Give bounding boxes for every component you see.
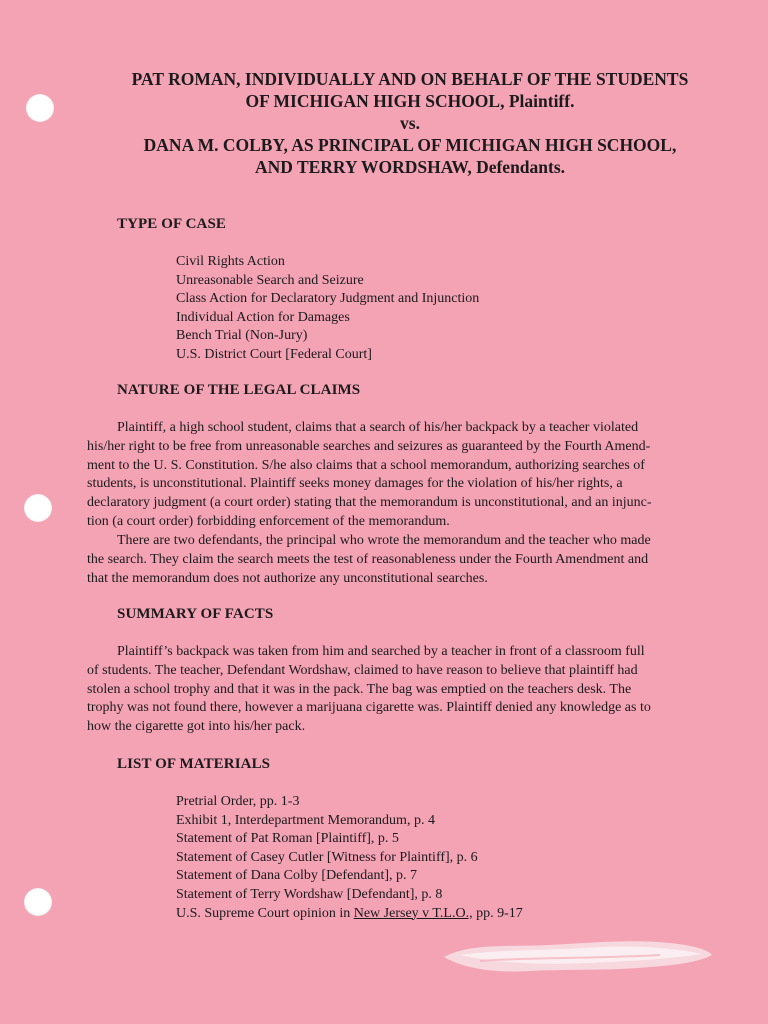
text-line: the search. They claim the search meets the test of reasonableness under the Fourth Amendment and bbox=[87, 551, 649, 567]
text-line: declaratory judgment (a court order) stating that the memorandum is unconstitutional, and an injunc- bbox=[87, 495, 652, 511]
text-line: There are two defendants, the principal who wrote the memorandum and the teacher who made bbox=[117, 533, 651, 548]
summary-heading: SUMMARY OF FACTS bbox=[117, 606, 274, 622]
type-of-case-list bbox=[176, 253, 479, 365]
case-caption bbox=[100, 68, 720, 178]
caption-line-5: AND TERRY WORDSHAW, Defendants. bbox=[254, 157, 566, 177]
list-item: Statement of Terry Wordshaw [Defendant], p. 8 bbox=[176, 886, 443, 902]
summary-paragraph bbox=[87, 643, 707, 737]
type-of-case-heading: TYPE OF CASE bbox=[117, 216, 226, 232]
list-item: Pretrial Order, pp. 1-3 bbox=[176, 794, 300, 809]
text-line: of students. The teacher, Defendant Wordshaw, claimed to have reason to believe that plaintiff had bbox=[87, 662, 638, 678]
text-line: his/her right to be free from unreasonable searches and seizures as guaranteed by the Fourth Amend- bbox=[87, 438, 651, 454]
correction-smudge bbox=[440, 935, 715, 977]
text-line: stolen a school trophy and that it was in the pack. The bag was emptied on the teachers desk. The bbox=[87, 681, 632, 697]
nature-heading: NATURE OF THE LEGAL CLAIMS bbox=[117, 382, 361, 398]
case-citation-link: New Jersey v T.L.O., bbox=[353, 905, 473, 921]
list-item bbox=[176, 905, 523, 924]
list-item: Individual Action for Damages bbox=[176, 309, 350, 325]
text-line: how the cigarette got into his/her pack. bbox=[87, 719, 306, 735]
text-line: Plaintiff’s backpack was taken from him and searched by a teacher in front of a classroom full bbox=[117, 644, 645, 659]
list-item: Exhibit 1, Interdepartment Memorandum, p. 4 bbox=[176, 812, 435, 828]
list-item: Statement of Casey Cutler [Witness for Plaintiff], p. 6 bbox=[176, 849, 478, 865]
text-line: ment to the U. S. Constitution. S/he also claims that a school memorandum, authorizing searches of bbox=[87, 457, 645, 473]
binder-hole-middle bbox=[24, 494, 52, 522]
binder-hole-bottom bbox=[24, 888, 52, 916]
list-item: Statement of Pat Roman [Plaintiff], p. 5 bbox=[176, 831, 399, 847]
materials-heading: LIST OF MATERIALS bbox=[117, 756, 271, 772]
list-item: U.S. District Court [Federal Court] bbox=[176, 346, 372, 362]
nature-paragraph-2 bbox=[87, 532, 707, 588]
caption-line-4: DANA M. COLBY, AS PRINCIPAL OF MICHIGAN HIGH SCHOOL, bbox=[143, 135, 677, 155]
caption-line-2: OF MICHIGAN HIGH SCHOOL, Plaintiff. bbox=[245, 91, 575, 111]
binder-hole-top bbox=[26, 94, 54, 122]
list-item: Unreasonable Search and Seizure bbox=[176, 272, 364, 288]
materials-list bbox=[176, 793, 523, 923]
caption-line-1: PAT ROMAN, INDIVIDUALLY AND ON BEHALF OF THE STUDENTS bbox=[131, 69, 689, 89]
list-item: Statement of Dana Colby [Defendant], p. 7 bbox=[176, 868, 418, 884]
text-line: that the memorandum does not authorize any unconstitutional searches. bbox=[87, 570, 488, 586]
materials-last-prefix: U.S. Supreme Court opinion in bbox=[176, 905, 354, 921]
list-item: Bench Trial (Non-Jury) bbox=[176, 328, 308, 344]
text-line: tion (a court order) forbidding enforcement of the memorandum. bbox=[87, 513, 450, 529]
text-line: students, is unconstitutional. Plaintiff seeks money damages for the violation of his/her rights, a bbox=[87, 476, 623, 492]
materials-last-suffix: pp. 9-17 bbox=[472, 905, 523, 921]
text-line: Plaintiff, a high school student, claims that a search of his/her backpack by a teacher violated bbox=[117, 420, 639, 435]
list-item: Civil Rights Action bbox=[176, 254, 285, 269]
list-item: Class Action for Declaratory Judgment and Injunction bbox=[176, 291, 480, 307]
caption-line-3: vs. bbox=[400, 113, 420, 133]
text-line: trophy was not found there, however a marijuana cigarette was. Plaintiff denied any knowledge as to bbox=[87, 700, 651, 716]
nature-paragraph-1 bbox=[87, 419, 707, 532]
